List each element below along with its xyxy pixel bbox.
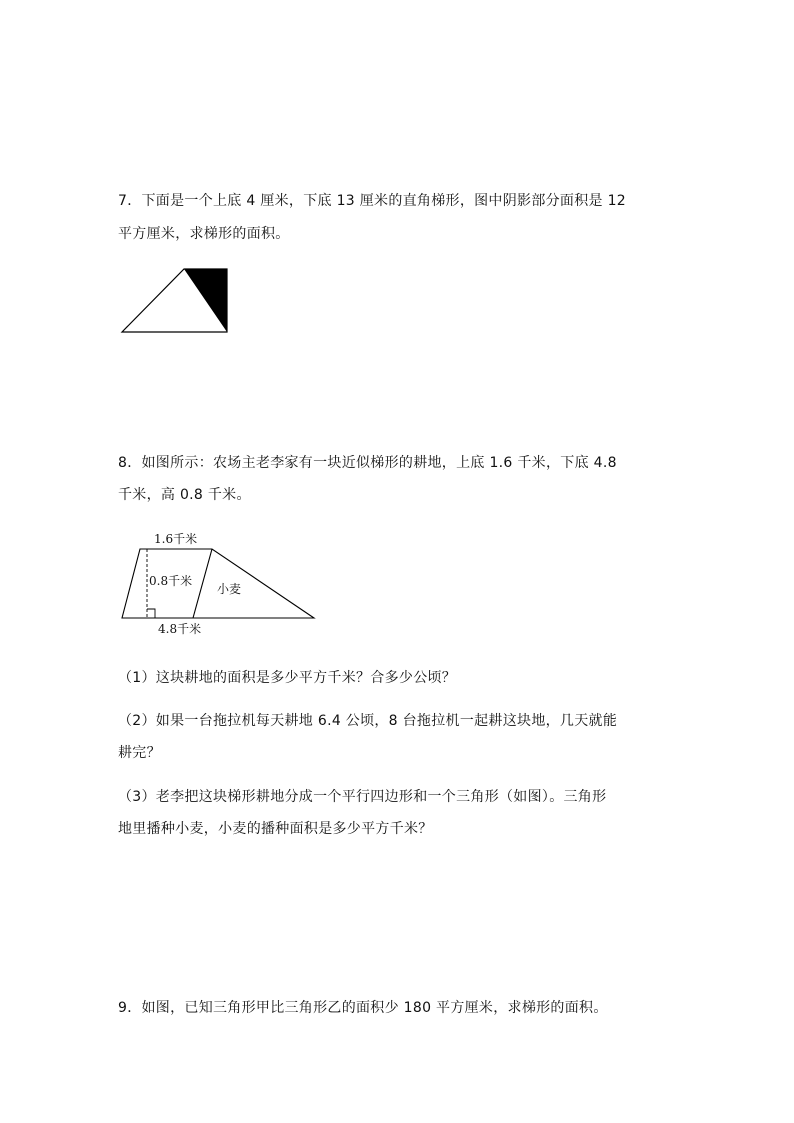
q8-sub3-text-line2: 地里播种小麦，小麦的播种面积是多少平方千米？ [118, 821, 433, 837]
q8-sub2-text-line2: 耕完？ [118, 745, 161, 761]
q8-text-line1: 8．如图所示：农场主老李家有一块近似梯形的耕地，上底 1.6 千米，下底 4.8 [118, 455, 617, 471]
q8-sub2-text-line1: （2）如果一台拖拉机每天耕地 6.4 公顷，8 台拖拉机一起耕这块地，几天就能 [118, 713, 618, 729]
q8-sub1-text: （1）这块耕地的面积是多少平方千米？合多少公顷？ [118, 670, 457, 686]
q8-sub3-text-line1: （3）老李把这块梯形耕地分成一个平行四边形和一个三角形（如图）。三角形 [118, 789, 607, 805]
q8-right-angle-mark [147, 609, 155, 618]
q8-height-label: 0.8千米 [149, 574, 193, 588]
q8-top-base-label: 1.6千米 [154, 532, 198, 546]
q9-text-line1: 9．如图，已知三角形甲比三角形乙的面积少 180 平方厘米，求梯形的面积。 [118, 1000, 608, 1016]
q7-text-line2: 平方厘米，求梯形的面积。 [118, 226, 290, 242]
q7-text-line1: 7．下面是一个上底 4 厘米，下底 13 厘米的直角梯形，图中阴影部分面积是 12 [118, 193, 626, 209]
q8-text-line2: 千米，高 0.8 千米。 [118, 487, 251, 503]
q7-shaded-triangle [184, 269, 227, 332]
q8-farmland-figure [114, 526, 324, 638]
q8-wheat-label: 小麦 [217, 582, 242, 596]
q7-trapezoid-figure [118, 264, 234, 336]
q8-divider-line [193, 549, 212, 618]
q8-bottom-base-label: 4.8千米 [158, 622, 202, 636]
